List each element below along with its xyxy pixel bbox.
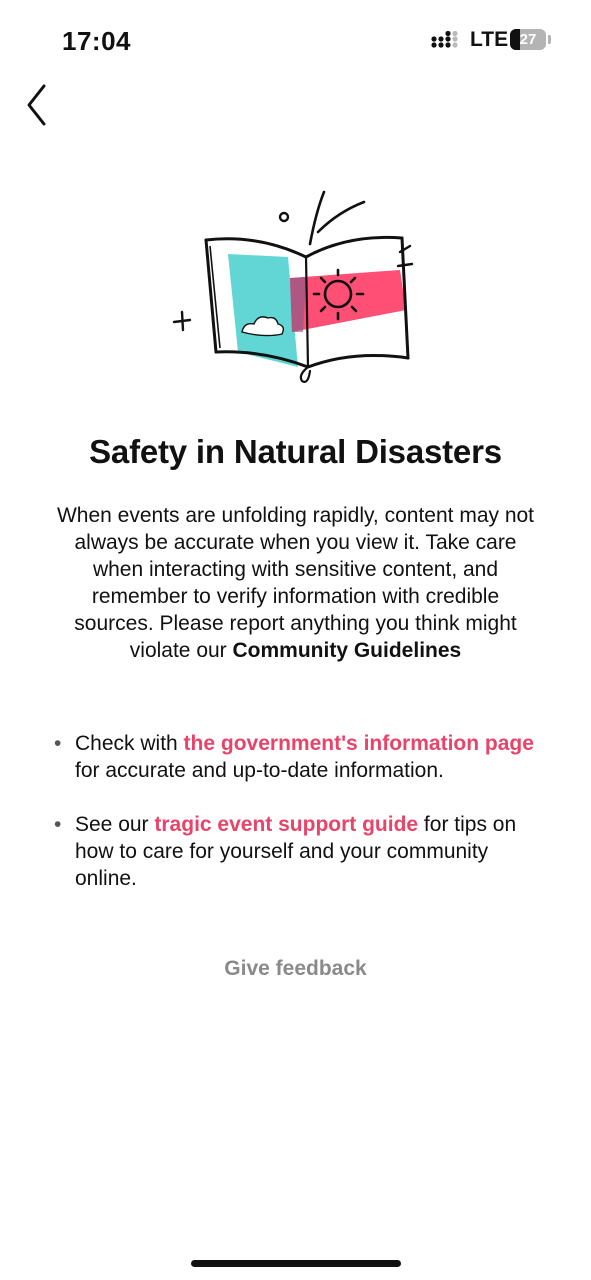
status-bar: [0, 0, 591, 80]
list-item-support-guide: [52, 811, 542, 892]
chevron-left-icon: [18, 80, 58, 130]
description-text: [50, 502, 541, 664]
signal-icon: [431, 31, 461, 49]
bullet-suffix: for accurate and up-to-date information.: [75, 759, 444, 782]
bullet-dot: •: [54, 813, 62, 836]
support-guide-link[interactable]: tragic event support guide: [154, 813, 419, 836]
back-button[interactable]: [18, 80, 62, 130]
bullet-suffix: for tips on how to care for yourself and your community online.: [75, 813, 517, 890]
book-with-sun-and-cloud-illustration: [168, 182, 428, 392]
battery-tip: [548, 35, 551, 44]
network-label: LTE: [470, 28, 509, 51]
bullet-dot: •: [54, 732, 62, 755]
bullet-prefix: Check with: [75, 732, 184, 755]
battery-icon: [510, 29, 546, 50]
page-title: Safety in Natural Disasters: [89, 433, 502, 470]
description-body: When events are unfolding rapidly, content may not always be accurate when you view it. Take care when interacting with sensitive content, and remember to verify information with credible sources. Please report anything you think might violate our: [56, 504, 535, 662]
list-item-government: [52, 730, 542, 784]
bullet-prefix: See our: [75, 813, 155, 836]
community-guidelines-link[interactable]: Community Guidelines: [232, 639, 462, 662]
info-list: [52, 730, 542, 919]
government-information-link[interactable]: the government's information page: [183, 732, 534, 755]
battery-level: 27: [519, 31, 537, 48]
status-time: 17:04: [62, 26, 131, 56]
give-feedback-button[interactable]: Give feedback: [224, 957, 367, 980]
home-indicator[interactable]: [191, 1260, 401, 1267]
